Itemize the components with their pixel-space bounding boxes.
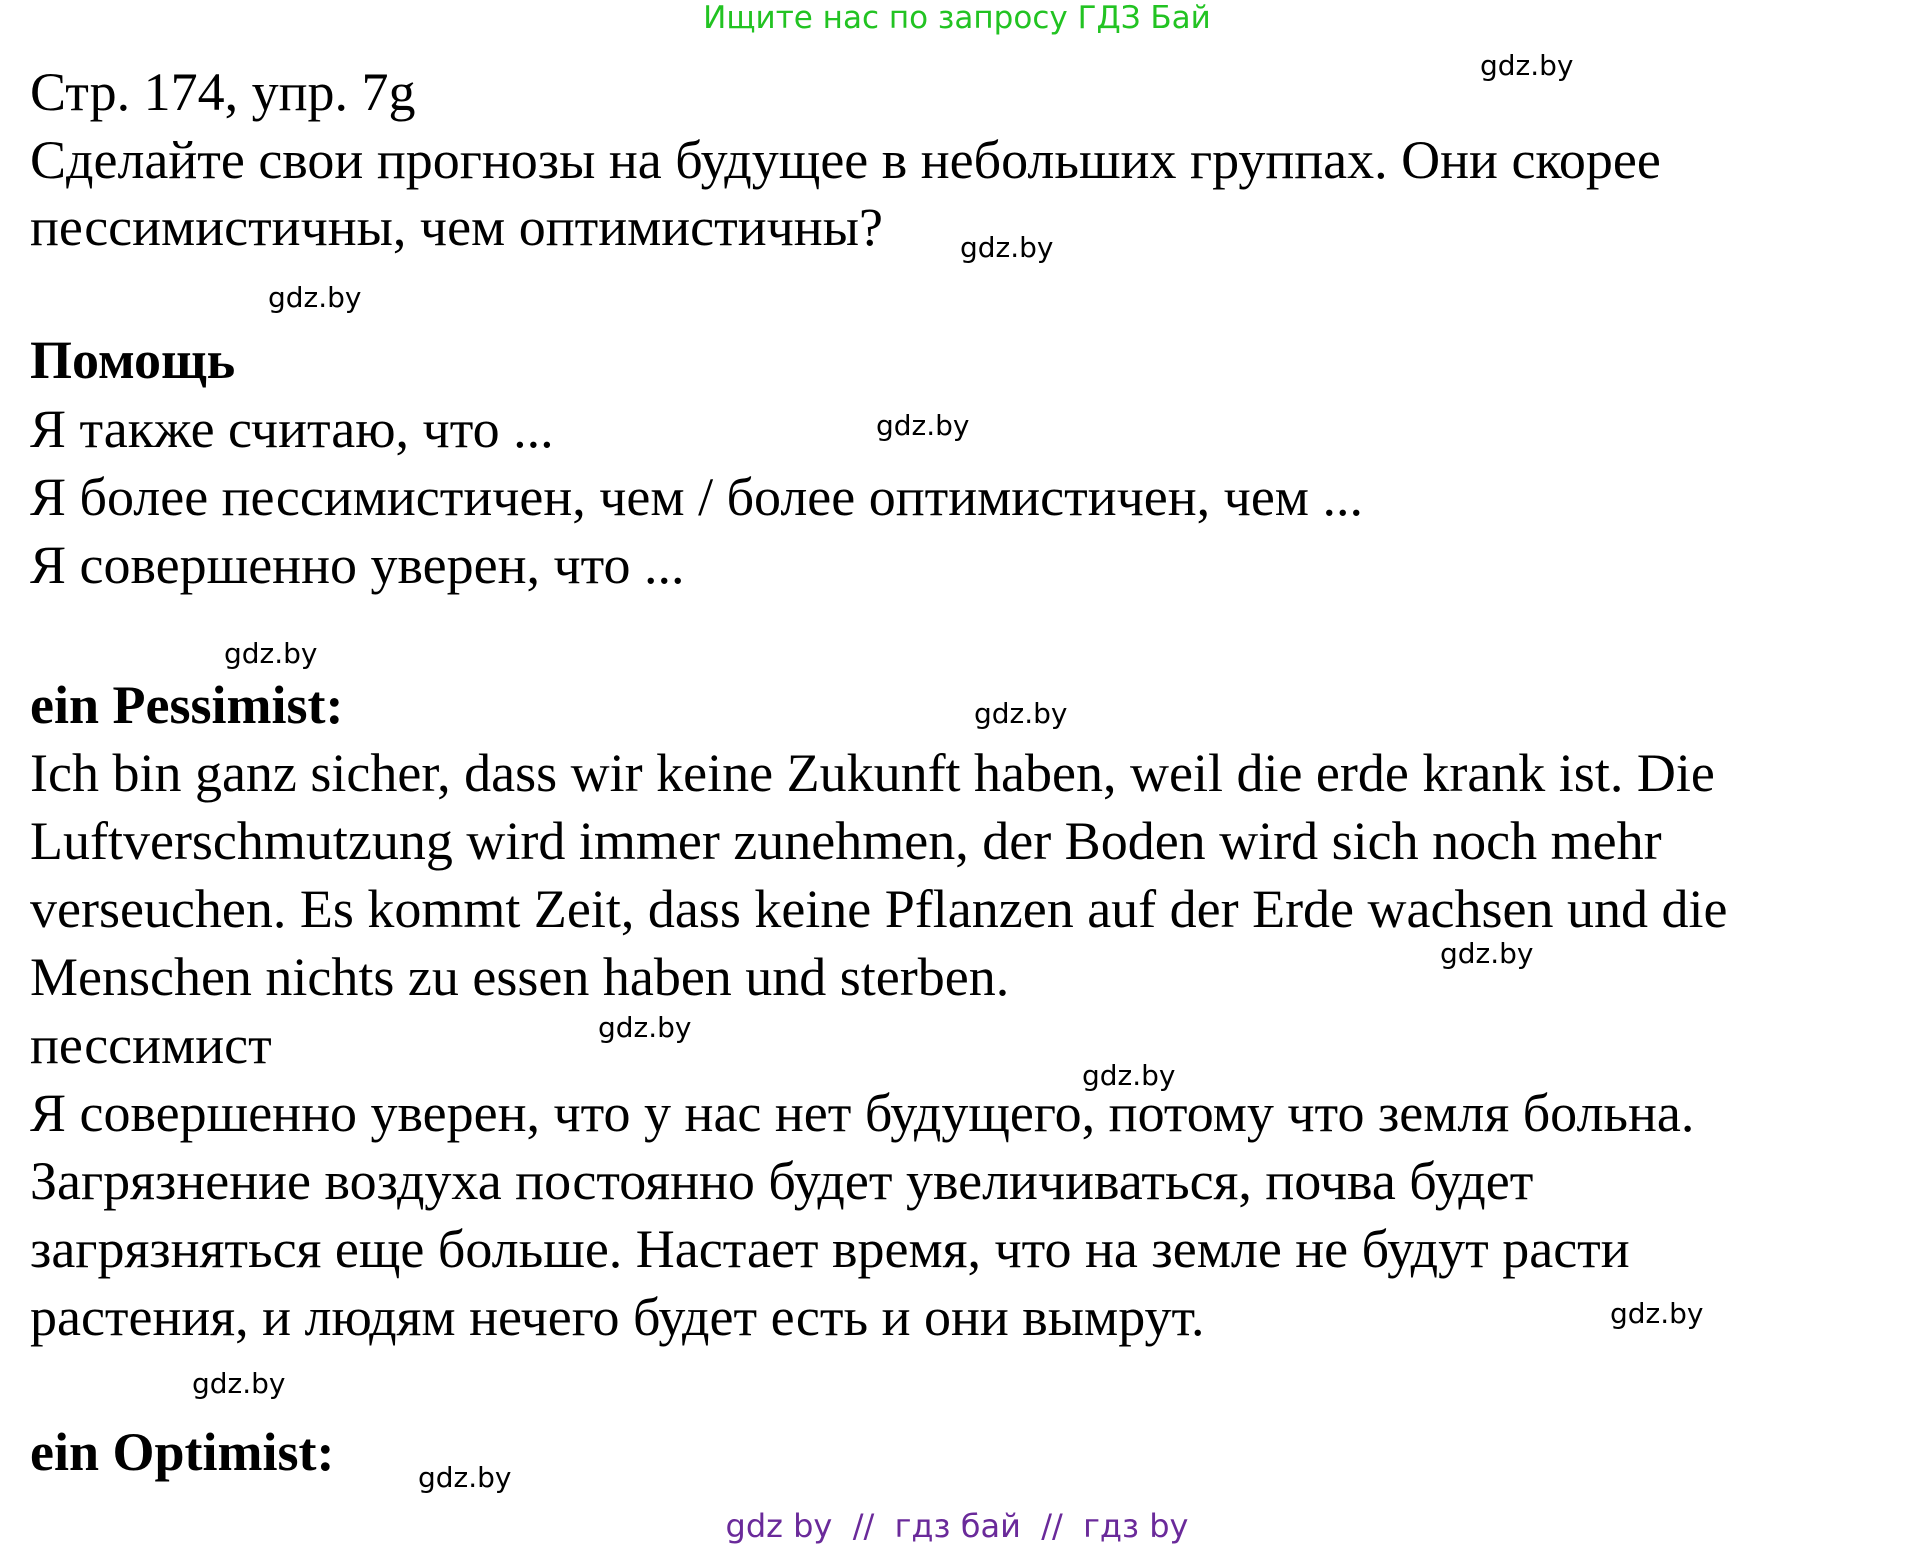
watermark: gdz.by [1610, 1297, 1704, 1330]
help-phrase-3: Я совершенно уверен, что ... [30, 535, 685, 595]
watermark: gdz.by [1082, 1059, 1176, 1092]
pessimist-german-line-3: verseuchen. Es kommt Zeit, dass keine Pflanzen auf der Erde wachsen und die [30, 879, 1728, 939]
pessimist-russian-line-1: Я совершенно уверен, что у нас нет будущего, потому что земля больна. [30, 1083, 1695, 1143]
watermark: gdz.by [268, 281, 362, 314]
footer-links: gdz by // гдз бай // гдз by [725, 1507, 1189, 1545]
watermark: gdz.by [224, 637, 318, 670]
exercise-reference: Стр. 174, упр. 7g [30, 62, 416, 122]
help-heading: Помощь [30, 330, 236, 390]
instruction-line-2: пессимистичны, чем оптимистичны? [30, 197, 883, 257]
watermark: gdz.by [974, 697, 1068, 730]
pessimist-russian-line-3: загрязняться еще больше. Настает время, что на земле не будут расти [30, 1219, 1630, 1279]
watermark: gdz.by [876, 409, 970, 442]
pessimist-heading: ein Pessimist: [30, 675, 344, 735]
watermark: gdz.by [598, 1011, 692, 1044]
watermark: gdz.by [192, 1367, 286, 1400]
pessimist-russian-line-2: Загрязнение воздуха постоянно будет увеличиваться, почва будет [30, 1151, 1534, 1211]
optimist-heading: ein Optimist: [30, 1422, 335, 1482]
watermark: gdz.by [960, 231, 1054, 264]
pessimist-german-line-2: Luftverschmutzung wird immer zunehmen, der Boden wird sich noch mehr [30, 811, 1662, 871]
instruction-line-1: Сделайте свои прогнозы на будущее в небольших группах. Они скорее [30, 130, 1661, 190]
pessimist-german-line-1: Ich bin ganz sicher, dass wir keine Zukunft haben, weil die erde krank ist. Die [30, 743, 1715, 803]
help-phrase-2: Я более пессимистичен, чем / более оптимистичен, чем ... [30, 467, 1363, 527]
pessimist-german-line-4: Menschen nichts zu essen haben und sterben. [30, 947, 1010, 1007]
pessimist-russian-line-4: растения, и людям нечего будет есть и они вымрут. [30, 1287, 1205, 1347]
watermark: gdz.by [1480, 49, 1574, 82]
watermark: gdz.by [1440, 937, 1534, 970]
watermark: gdz.by [418, 1461, 512, 1494]
search-banner: Ищите нас по запросу ГДЗ Бай [703, 0, 1211, 36]
help-phrase-1: Я также считаю, что ... [30, 399, 554, 459]
pessimist-translation-label: пессимист [30, 1015, 272, 1075]
